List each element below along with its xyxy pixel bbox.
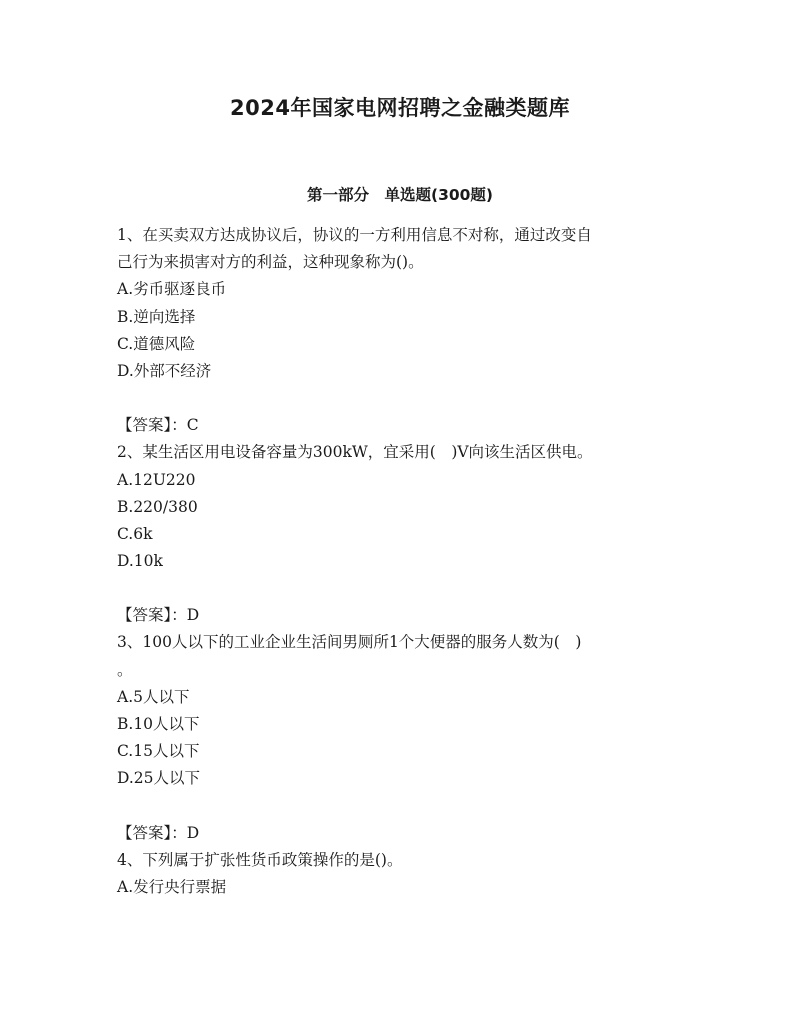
question-text: 己行为来损害对方的利益，这种现象称为()。	[117, 253, 424, 272]
question-list	[117, 222, 687, 901]
question-3	[117, 629, 687, 846]
document-title: 2024年国家电网招聘之金融类题库	[230, 96, 570, 120]
option-b: B.10人以下	[117, 715, 200, 733]
option-d: D.25人以下	[117, 769, 201, 788]
option-c: C.15人以下	[117, 742, 200, 761]
answer: 【答案】：C	[117, 416, 199, 435]
section-title: 第一部分 单选题(300题)	[306, 186, 494, 204]
option-a: A.5人以下	[117, 687, 190, 706]
option-a: A.12U220	[117, 470, 196, 489]
question-text: 3、100人以下的工业企业生活间男厕所1个大便器的服务人数为( )	[117, 633, 582, 652]
option-d: D.10k	[117, 552, 163, 571]
question-4	[117, 847, 687, 901]
question-text: 。	[117, 660, 133, 679]
option-c: C.道德风险	[117, 334, 196, 353]
question-text: 1、在买卖双方达成协议后，协议的一方利用信息不对称，通过改变自	[117, 226, 592, 244]
question-text: 4、下列属于扩张性货币政策操作的是()。	[117, 850, 403, 869]
answer: 【答案】：D	[117, 606, 200, 625]
option-d: D.外部不经济	[117, 361, 212, 380]
option-a: A.发行央行票据	[117, 877, 227, 896]
question-2	[117, 439, 687, 629]
answer: 【答案】：D	[117, 823, 200, 842]
option-a: A.劣币驱逐良币	[117, 280, 227, 299]
option-b: B.逆向选择	[117, 307, 196, 326]
option-c: C.6k	[117, 524, 153, 543]
option-b: B.220/380	[117, 497, 198, 516]
question-1	[117, 222, 687, 439]
question-text: 2、某生活区用电设备容量为300kW，宜采用( )V向该生活区供电。	[117, 443, 593, 462]
